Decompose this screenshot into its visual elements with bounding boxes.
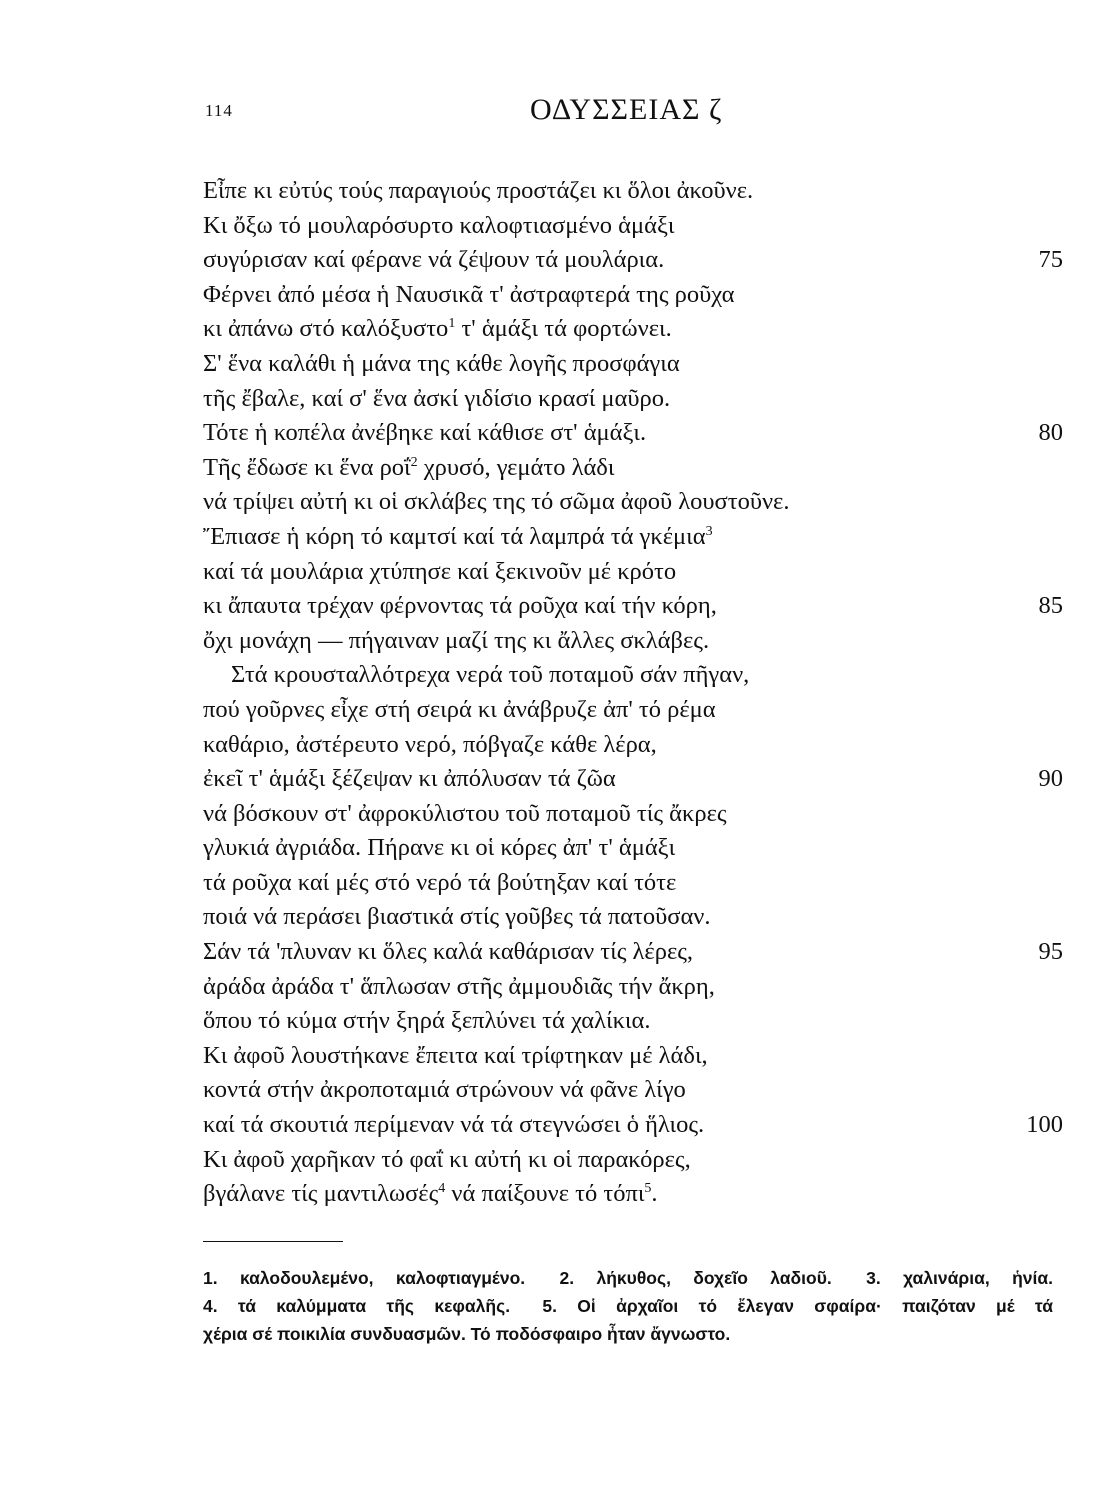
- verse-line: [203, 312, 1063, 347]
- footnote-3: 3. χαλινάρια, ἡνία.: [866, 1268, 1053, 1288]
- verse-line: [203, 1143, 1063, 1178]
- footnote-marker: 2: [410, 454, 418, 470]
- verse-text: Κι ἀφοῦ χαρῆκαν τό φαΐ κι αὐτή κι οἱ παρακόρες,: [203, 1145, 691, 1173]
- verse-line: [203, 693, 1063, 728]
- verse-text: τῆς ἔβαλε, καί σ' ἕνα ἀσκί γιδίσιο κρασί μαῦρο.: [203, 384, 671, 412]
- verse-number: 90: [1038, 765, 1063, 793]
- running-title: ΟΔΥΣΣΕΙΑΣ ζ: [530, 93, 723, 126]
- verse-text: καί τά μουλάρια χτύπησε καί ξεκινοῦν μέ κρότο: [203, 557, 677, 585]
- footnote-4: 4. τά καλύμματα τῆς κεφαλῆς.: [203, 1296, 511, 1316]
- verse-text: ἐκεῖ τ' ἁμάξι ξέζεψαν κι ἀπόλυσαν τά ζῶα: [203, 765, 616, 793]
- verse-line: [203, 1177, 1063, 1212]
- verse-line: [203, 485, 1063, 520]
- verse-text: νά βόσκουν στ' ἀφροκύλιστου τοῦ ποταμοῦ τίς ἄκρες: [203, 799, 727, 827]
- verse-text: Φέρνει ἀπό μέσα ἡ Ναυσικᾶ τ' ἀστραφτερά της ροῦχα: [203, 280, 735, 308]
- verse-number: 95: [1038, 938, 1063, 966]
- verse-line: [203, 797, 1063, 832]
- verse-text: Τότε ἡ κοπέλα ἀνέβηκε καί κάθισε στ' ἁμάξι.: [203, 419, 647, 447]
- verse-text: νά τρίψει αὐτή κι οἱ σκλάβες της τό σῶμα ἀφοῦ λουστοῦνε.: [203, 488, 790, 516]
- footnote-line: [203, 1264, 1053, 1292]
- footnote-5: 5. Οἱ ἀρχαῖοι τό ἔλεγαν σφαίρα· παιζόταν μέ τά: [542, 1296, 1053, 1316]
- footnote-line: [203, 1320, 1053, 1348]
- verse-line: [203, 555, 1063, 590]
- verse-line: [203, 174, 1063, 209]
- verse-text: Τῆς ἔδωσε κι ἕνα ροΐ$^2$ χρυσό, γεμάτο λάδι: [203, 453, 615, 481]
- footnote-1: 1. καλοδουλεμένο, καλοφτιαγμένο.: [203, 1268, 526, 1288]
- verse-line: [203, 935, 1063, 970]
- verse-number: 85: [1038, 592, 1063, 620]
- page-number: 114: [205, 101, 233, 120]
- verse-line: [203, 347, 1063, 382]
- verse-text: Εἶπε κι εὐτύς τούς παραγιούς προστάζει κι ὅλοι ἀκοῦνε.: [203, 177, 754, 204]
- verse-text: Κι ὄξω τό μουλαρόσυρτο καλοφτιασμένο ἁμάξι: [203, 211, 675, 239]
- verse-text: γλυκιά ἀγριάδα. Πήρανε κι οἱ κόρες ἀπ' τ' ἁμάξι: [203, 834, 676, 862]
- footnote-marker: 4: [438, 1181, 446, 1197]
- verse-line: [203, 762, 1063, 797]
- verse-text: ἀράδα ἀράδα τ' ἅπλωσαν στῆς ἀμμουδιᾶς τήν ἄκρη,: [203, 972, 715, 1000]
- footnote-2: 2. λήκυθος, δοχεῖο λαδιοῦ.: [559, 1268, 832, 1288]
- verse-line: [203, 658, 1063, 693]
- verse-line: [203, 1108, 1063, 1143]
- verse-text: τά ροῦχα καί μές στό νερό τά βούτηξαν καί τότε: [203, 868, 677, 896]
- verse-text: Σ' ἕνα καλάθι ἡ μάνα της κάθε λογῆς προσφάγια: [203, 349, 680, 377]
- verse-line: [203, 624, 1063, 659]
- verse-line: [203, 831, 1063, 866]
- footnote-marker: 1: [448, 316, 456, 332]
- verse-line: [203, 589, 1063, 624]
- verse-line: [203, 970, 1063, 1005]
- verse-text: συγύρισαν καί φέρανε νά ζέψουν τά μουλάρια.: [203, 246, 665, 274]
- verse-text: Σάν τά 'πλυναν κι ὅλες καλά καθάρισαν τίς λέρες,: [203, 938, 694, 966]
- verse-block: [203, 174, 1063, 1212]
- verse-line: [203, 209, 1063, 244]
- footnote-divider: [203, 1241, 343, 1242]
- verse-line: [203, 243, 1063, 278]
- verse-line: [203, 1004, 1063, 1039]
- footnote-5-continued: χέρια σέ ποικιλία συνδυασμῶν. Τό ποδόσφαιρο ἦταν ἄγνωστο.: [203, 1324, 731, 1344]
- verse-line: [203, 382, 1063, 417]
- verse-text: Στά κρουσταλλότρεχα νερά τοῦ ποταμοῦ σάν πῆγαν,: [231, 661, 750, 689]
- verse-line: [203, 866, 1063, 901]
- verse-line: [203, 278, 1063, 313]
- verse-number: 75: [1038, 246, 1063, 274]
- footnote-marker: 3: [705, 523, 713, 539]
- footnote-marker: 5: [644, 1181, 652, 1197]
- verse-line: [203, 1073, 1063, 1108]
- verse-text: ὅπου τό κύμα στήν ξηρά ξεπλύνει τά χαλίκια.: [203, 1007, 651, 1035]
- verse-line: [203, 416, 1063, 451]
- verse-text: ποιά νά περάσει βιαστικά στίς γοῦβες τά πατοῦσαν.: [203, 903, 711, 931]
- verse-number: 100: [1026, 1111, 1063, 1139]
- verse-line: [203, 728, 1063, 763]
- verse-text: κι ἀπάνω στό καλόξυστο$^1$ τ' ἁμάξι τά φορτώνει.: [203, 315, 672, 343]
- verse-line: [203, 451, 1063, 486]
- footnote-line: [203, 1292, 1053, 1320]
- verse-line: [203, 900, 1063, 935]
- verse-text: βγάλανε τίς μαντιλωσές$^4$ νά παίξουνε τό τόπι$^5$.: [203, 1180, 658, 1208]
- verse-line: [203, 520, 1063, 555]
- verse-text: κοντά στήν ἀκροποταμιά στρώνουν νά φᾶνε λίγο: [203, 1076, 686, 1104]
- verse-text: καί τά σκουτιά περίμεναν νά τά στεγνώσει ὁ ἥλιος.: [203, 1111, 705, 1139]
- verse-text: καθάριο, ἀστέρευτο νερό, πόβγαζε κάθε λέρα,: [203, 730, 657, 758]
- verse-text: ὄχι μονάχη — πήγαιναν μαζί της κι ἄλλες σκλάβες.: [203, 626, 710, 654]
- verse-number: 80: [1038, 419, 1063, 447]
- verse-text: Κι ἀφοῦ λουστήκανε ἔπειτα καί τρίφτηκαν μέ λάδι,: [203, 1041, 708, 1069]
- footnotes: [203, 1264, 1053, 1348]
- verse-line: [203, 1039, 1063, 1074]
- verse-text: κι ἄπαυτα τρέχαν φέρνοντας τά ροῦχα καί τήν κόρη,: [203, 592, 717, 620]
- verse-text: Ἔπιασε ἡ κόρη τό καμτσί καί τά λαμπρά τά γκέμια$^3$: [203, 522, 713, 550]
- verse-text: πού γοῦρνες εἶχε στή σειρά κι ἀνάβρυζε ἀπ' τό ρέμα: [203, 695, 716, 723]
